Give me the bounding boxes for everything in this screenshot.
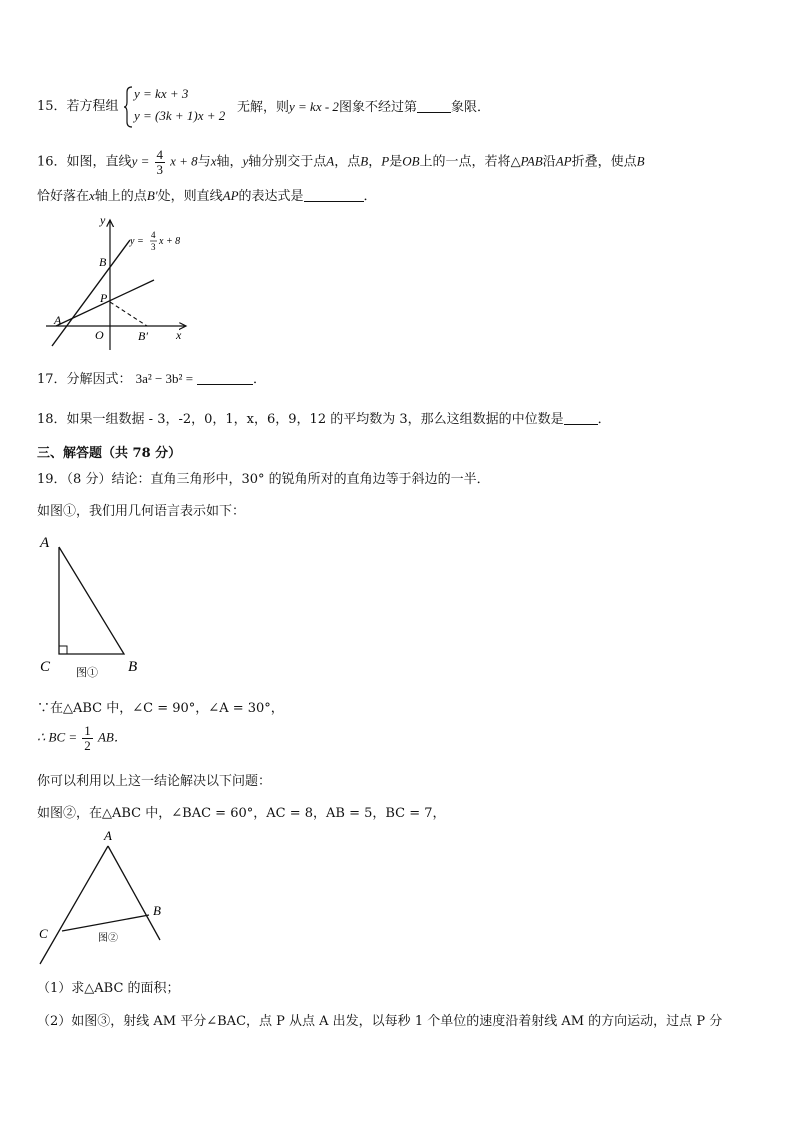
question-text: 上的一点，若将 <box>419 154 511 170</box>
math: 3a² − 3b² = <box>135 371 194 386</box>
question-text: 是 <box>389 154 403 170</box>
question-text: ，点 <box>334 154 361 170</box>
point-o: O <box>95 328 104 342</box>
question-text: ． <box>597 412 611 427</box>
equation-1: y = kx + 3 <box>134 86 189 101</box>
figure-caption: 图① <box>76 667 98 679</box>
question-number: 17． <box>37 372 67 387</box>
math: A <box>326 153 335 169</box>
question-text: 轴， <box>216 154 243 170</box>
q16-line-2 <box>37 186 377 207</box>
q19-intro <box>37 468 490 487</box>
question-text: ． <box>253 372 267 387</box>
question-text: 折叠，使点 <box>571 154 637 170</box>
question-text: 若方程组 <box>66 99 119 114</box>
figure-caption: 图② <box>98 933 118 944</box>
side-ac <box>40 846 108 964</box>
q16-line-1 <box>37 148 645 176</box>
line-label-num: 4 <box>151 230 156 240</box>
math: AP <box>222 188 239 203</box>
vertex-c: C <box>39 926 48 941</box>
vertex-a: A <box>104 828 112 843</box>
line-label-den: 3 <box>151 242 156 252</box>
triangle-abc <box>59 547 124 654</box>
fraction-numerator: 1 <box>84 723 91 738</box>
question-text: 无解，则 <box>237 100 290 115</box>
line-label-lhs: y = <box>130 236 144 247</box>
math: x + 8 <box>170 153 198 169</box>
question-text: 图象不经过第 <box>338 100 417 115</box>
vertex-c: C <box>40 659 51 675</box>
math: AB． <box>97 729 127 745</box>
math: △PAB <box>510 153 543 169</box>
question-text: 沿 <box>542 154 556 170</box>
q15-line <box>37 98 119 116</box>
question-text: 轴分别交于点 <box>248 154 327 170</box>
question-text: 分解因式： <box>66 372 132 387</box>
q16-figure <box>40 210 200 358</box>
math: AP <box>555 153 572 169</box>
vertex-b: B <box>128 659 138 675</box>
math: ∴ BC = <box>37 729 78 745</box>
question-text: 的表达式是 <box>238 189 304 204</box>
question-number: 19． <box>37 472 67 487</box>
q19-fig1-intro: 如图①，我们用几何语言表示如下： <box>37 504 246 519</box>
brace-icon <box>123 86 133 128</box>
side-cb <box>62 915 149 931</box>
figure-2 <box>34 826 184 972</box>
q19-part-1: （1）求△ABC 的面积； <box>37 981 180 996</box>
question-text: 与 <box>197 154 211 170</box>
q17-line <box>37 370 266 389</box>
line-ab <box>52 240 130 346</box>
equation-2: y = (3k + 1)x + 2 <box>134 108 226 123</box>
fraction-denominator: 3 <box>156 161 163 177</box>
math: y = <box>131 153 150 169</box>
q19-so <box>37 724 127 752</box>
q15-tail <box>237 98 490 117</box>
section-title: 三、解答题（共 78 分） <box>37 446 182 461</box>
fraction-numerator: 4 <box>156 147 163 162</box>
fold-segment <box>110 302 147 326</box>
vertex-a: A <box>40 535 50 551</box>
question-text: 象限． <box>450 100 490 115</box>
math: B′ <box>146 188 158 203</box>
figure-1 <box>34 530 154 680</box>
side-ab <box>108 846 160 940</box>
math: y <box>242 153 249 169</box>
answer-blank <box>304 189 364 202</box>
line-label-rhs: x + 8 <box>159 236 181 247</box>
fraction <box>155 148 166 176</box>
math: P <box>381 153 390 169</box>
math: OB <box>402 153 420 169</box>
q19-use: 你可以利用以上这一结论解决以下问题： <box>37 774 272 789</box>
question-number: 18． <box>37 412 67 427</box>
answer-blank <box>417 100 451 113</box>
math: B <box>636 153 645 169</box>
question-text: 恰好落在 <box>37 189 90 204</box>
math: x <box>89 188 95 203</box>
question-text: （8 分）结论：直角三角形中，30° 的锐角所对的直角边等于斜边的一半． <box>66 472 490 487</box>
question-text: 如图，直线 <box>66 154 132 170</box>
question-text: 处，则直线 <box>157 189 223 204</box>
fraction-denominator: 2 <box>84 737 91 753</box>
answer-blank <box>197 372 253 385</box>
question-text: ． <box>363 189 377 204</box>
question-text: 如果一组数据 - 3，-2，0，1，x，6，9，12 的平均数为 3，那么这组数据的中位数是 <box>66 412 564 427</box>
vertex-b: B <box>153 903 161 918</box>
q19-part-2: （2）如图③，射线 AM 平分∠BAC，点 P 从点 A 出发，以每秒 1 个单位的速度沿着射线 AM 的方向运动，过点 P 分 <box>37 1014 723 1029</box>
fraction <box>82 724 93 752</box>
question-number: 15． <box>37 99 67 114</box>
point-b-prime: B′ <box>138 329 148 343</box>
math: B <box>360 153 369 169</box>
question-text: 轴上的点 <box>94 189 147 204</box>
x-axis-label: x <box>176 328 182 342</box>
point-a: A <box>54 313 62 327</box>
math: x <box>210 153 217 169</box>
q19-fig2-intro: 如图②，在△ABC 中，∠BAC = 60°，AC = 8，AB = 5，BC = 7， <box>37 806 446 821</box>
answer-blank <box>564 412 598 425</box>
right-angle-mark <box>59 646 67 654</box>
q19-since: ∵在△ABC 中，∠C = 90°，∠A = 30°， <box>37 701 284 716</box>
point-p: P <box>100 291 108 305</box>
q18-line <box>37 411 611 429</box>
y-axis-label: y <box>100 213 106 227</box>
line-label <box>129 236 144 247</box>
function-expr: y = kx - 2 <box>289 99 339 114</box>
point-b: B <box>99 255 107 269</box>
question-text: ， <box>368 154 382 170</box>
question-number: 16． <box>37 154 67 170</box>
